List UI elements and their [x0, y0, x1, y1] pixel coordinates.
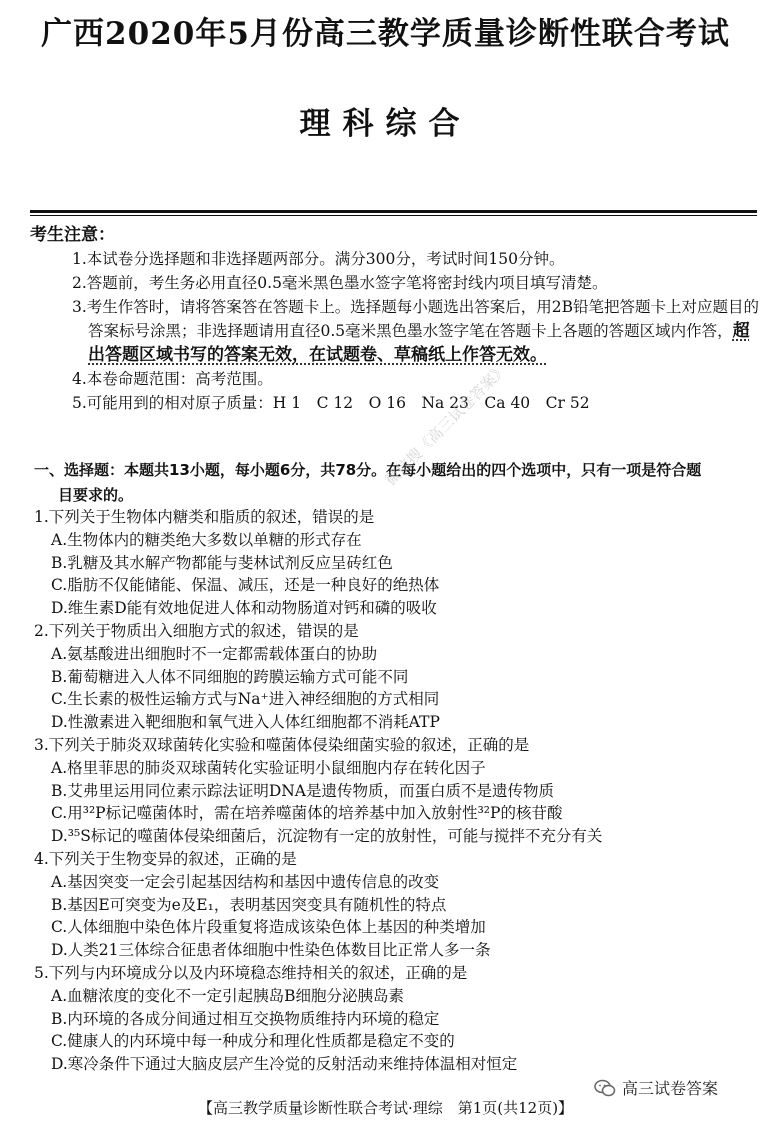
option-b: B.葡萄糖进入人体不同细胞的跨膜运输方式可能不同	[51, 667, 409, 686]
notice-item: 1.本试卷分选择题和非选择题两部分。满分300分，考试时间150分钟。	[72, 250, 565, 268]
question-2	[34, 620, 762, 734]
option-b: B.内环境的各成分间通过相互交换物质维持内环境的稳定	[51, 1009, 440, 1028]
notice-emphasis: 超出答题区域书写的答案无效，在试题卷、草稿纸上作答无效。	[88, 321, 750, 365]
question-1	[34, 506, 762, 620]
option-c: C.用³²P标记噬菌体时，需在培养噬菌体的培养基中加入放射性³²P的核苷酸	[51, 804, 563, 823]
question-5	[34, 962, 762, 1076]
question-list	[34, 506, 762, 1076]
section-heading-line: 一、选择题：本题共13小题，每小题6分，共78分。在每小题给出的四个选项中，只有一项是符合题	[34, 461, 702, 479]
divider-thin	[30, 215, 757, 216]
question-3	[34, 734, 762, 848]
option-d: D.人类21三体综合征患者体细胞中性染色体数目比正常人多一条	[51, 941, 491, 960]
wechat-badge-label: 高三试卷答案	[622, 1079, 719, 1098]
exam-title: 广西2020年5月份高三教学质量诊断性联合考试	[41, 16, 730, 52]
option-c: C.健康人的内环境中每一种成分和理化性质都是稳定不变的	[51, 1032, 455, 1051]
option-a: A.血糖浓度的变化不一定引起胰岛B细胞分泌胰岛素	[51, 986, 405, 1005]
question-4	[34, 848, 762, 962]
option-d: D.性激素进入靶细胞和氧气进入人体红细胞都不消耗ATP	[51, 713, 440, 732]
option-b: B.艾弗里运用同位素示踪法证明DNA是遗传物质，而蛋白质不是遗传物质	[51, 781, 555, 800]
option-c: C.人体细胞中染色体片段重复将造成该染色体上基因的种类增加	[51, 918, 486, 937]
option-a: A.基因突变一定会引起基因结构和基因中遗传信息的改变	[51, 872, 440, 891]
option-d: D.³⁵S标记的噬菌体侵染细菌后，沉淀物有一定的放射性，可能与搅拌不充分有关	[51, 827, 603, 846]
option-c: C.生长素的极性运输方式与Na⁺进入神经细胞的方式相同	[51, 690, 440, 709]
notice-item	[72, 295, 760, 367]
question-stem: 4.下列关于生物变异的叙述，正确的是	[34, 849, 297, 868]
question-stem: 2.下列关于物质出入细胞方式的叙述，错误的是	[34, 621, 359, 640]
option-d: D.维生素D能有效地促进人体和动物肠道对钙和磷的吸收	[51, 599, 437, 618]
section-heading-cont: 目要求的。	[58, 486, 134, 504]
notice-item: 2.答题前，考生务必用直径0.5毫米黑色墨水签字笔将密封线内项目填写清楚。	[72, 274, 608, 292]
notice-heading: 考生注意：	[30, 225, 115, 245]
wechat-icon	[594, 1079, 616, 1097]
option-c: C.脂肪不仅能储能、保温、减压，还是一种良好的绝热体	[51, 576, 440, 595]
option-b: B.基因E可突变为e及E₁，表明基因突变具有随机性的特点	[51, 895, 447, 914]
watermark-text: 微信搜《高三试卷答案》	[381, 359, 511, 490]
page-footer: 【高三教学质量诊断性联合考试·理综 第1页(共12页)】	[197, 1099, 574, 1117]
notice-item: 4.本卷命题范围：高考范围。	[72, 370, 273, 388]
question-stem: 1.下列关于生物体内糖类和脂质的叙述，错误的是	[34, 508, 375, 526]
question-stem: 3.下列关于肺炎双球菌转化实验和噬菌体侵染细菌实验的叙述，正确的是	[34, 735, 530, 754]
option-d: D.寒冷条件下通过大脑皮层产生冷觉的反射活动来维持体温相对恒定	[51, 1055, 518, 1074]
wechat-badge	[594, 1076, 718, 1099]
notice-item-text: 3.考生作答时，请将答案答在答题卡上。选择题每小题选出答案后，用2B铅笔把答题卡上对应题目的答案标号涂黑；非选择题请用直径0.5毫米黑色墨水签字笔在答题卡上各题的答题区域内作答，	[72, 298, 760, 340]
notice-item: 5.可能用到的相对原子质量：H 1 C 12 O 16 Na 23 Ca 40 Cr 52	[72, 394, 590, 412]
exam-subject: 理科综合	[299, 106, 472, 142]
divider-thick	[30, 210, 757, 213]
option-a: A.氨基酸进出细胞时不一定都需载体蛋白的协助	[51, 644, 378, 663]
option-a: A.格里菲思的肺炎双球菌转化实验证明小鼠细胞内存在转化因子	[51, 758, 486, 777]
option-b: B.乳糖及其水解产物都能与斐林试剂反应呈砖红色	[51, 553, 393, 572]
option-a: A.生物体内的糖类绝大多数以单糖的形式存在	[51, 530, 362, 549]
candidate-notice	[30, 220, 760, 415]
question-stem: 5.下列与内环境成分以及内环境稳态维持相关的叙述，正确的是	[34, 963, 468, 982]
notice-list	[30, 247, 760, 415]
